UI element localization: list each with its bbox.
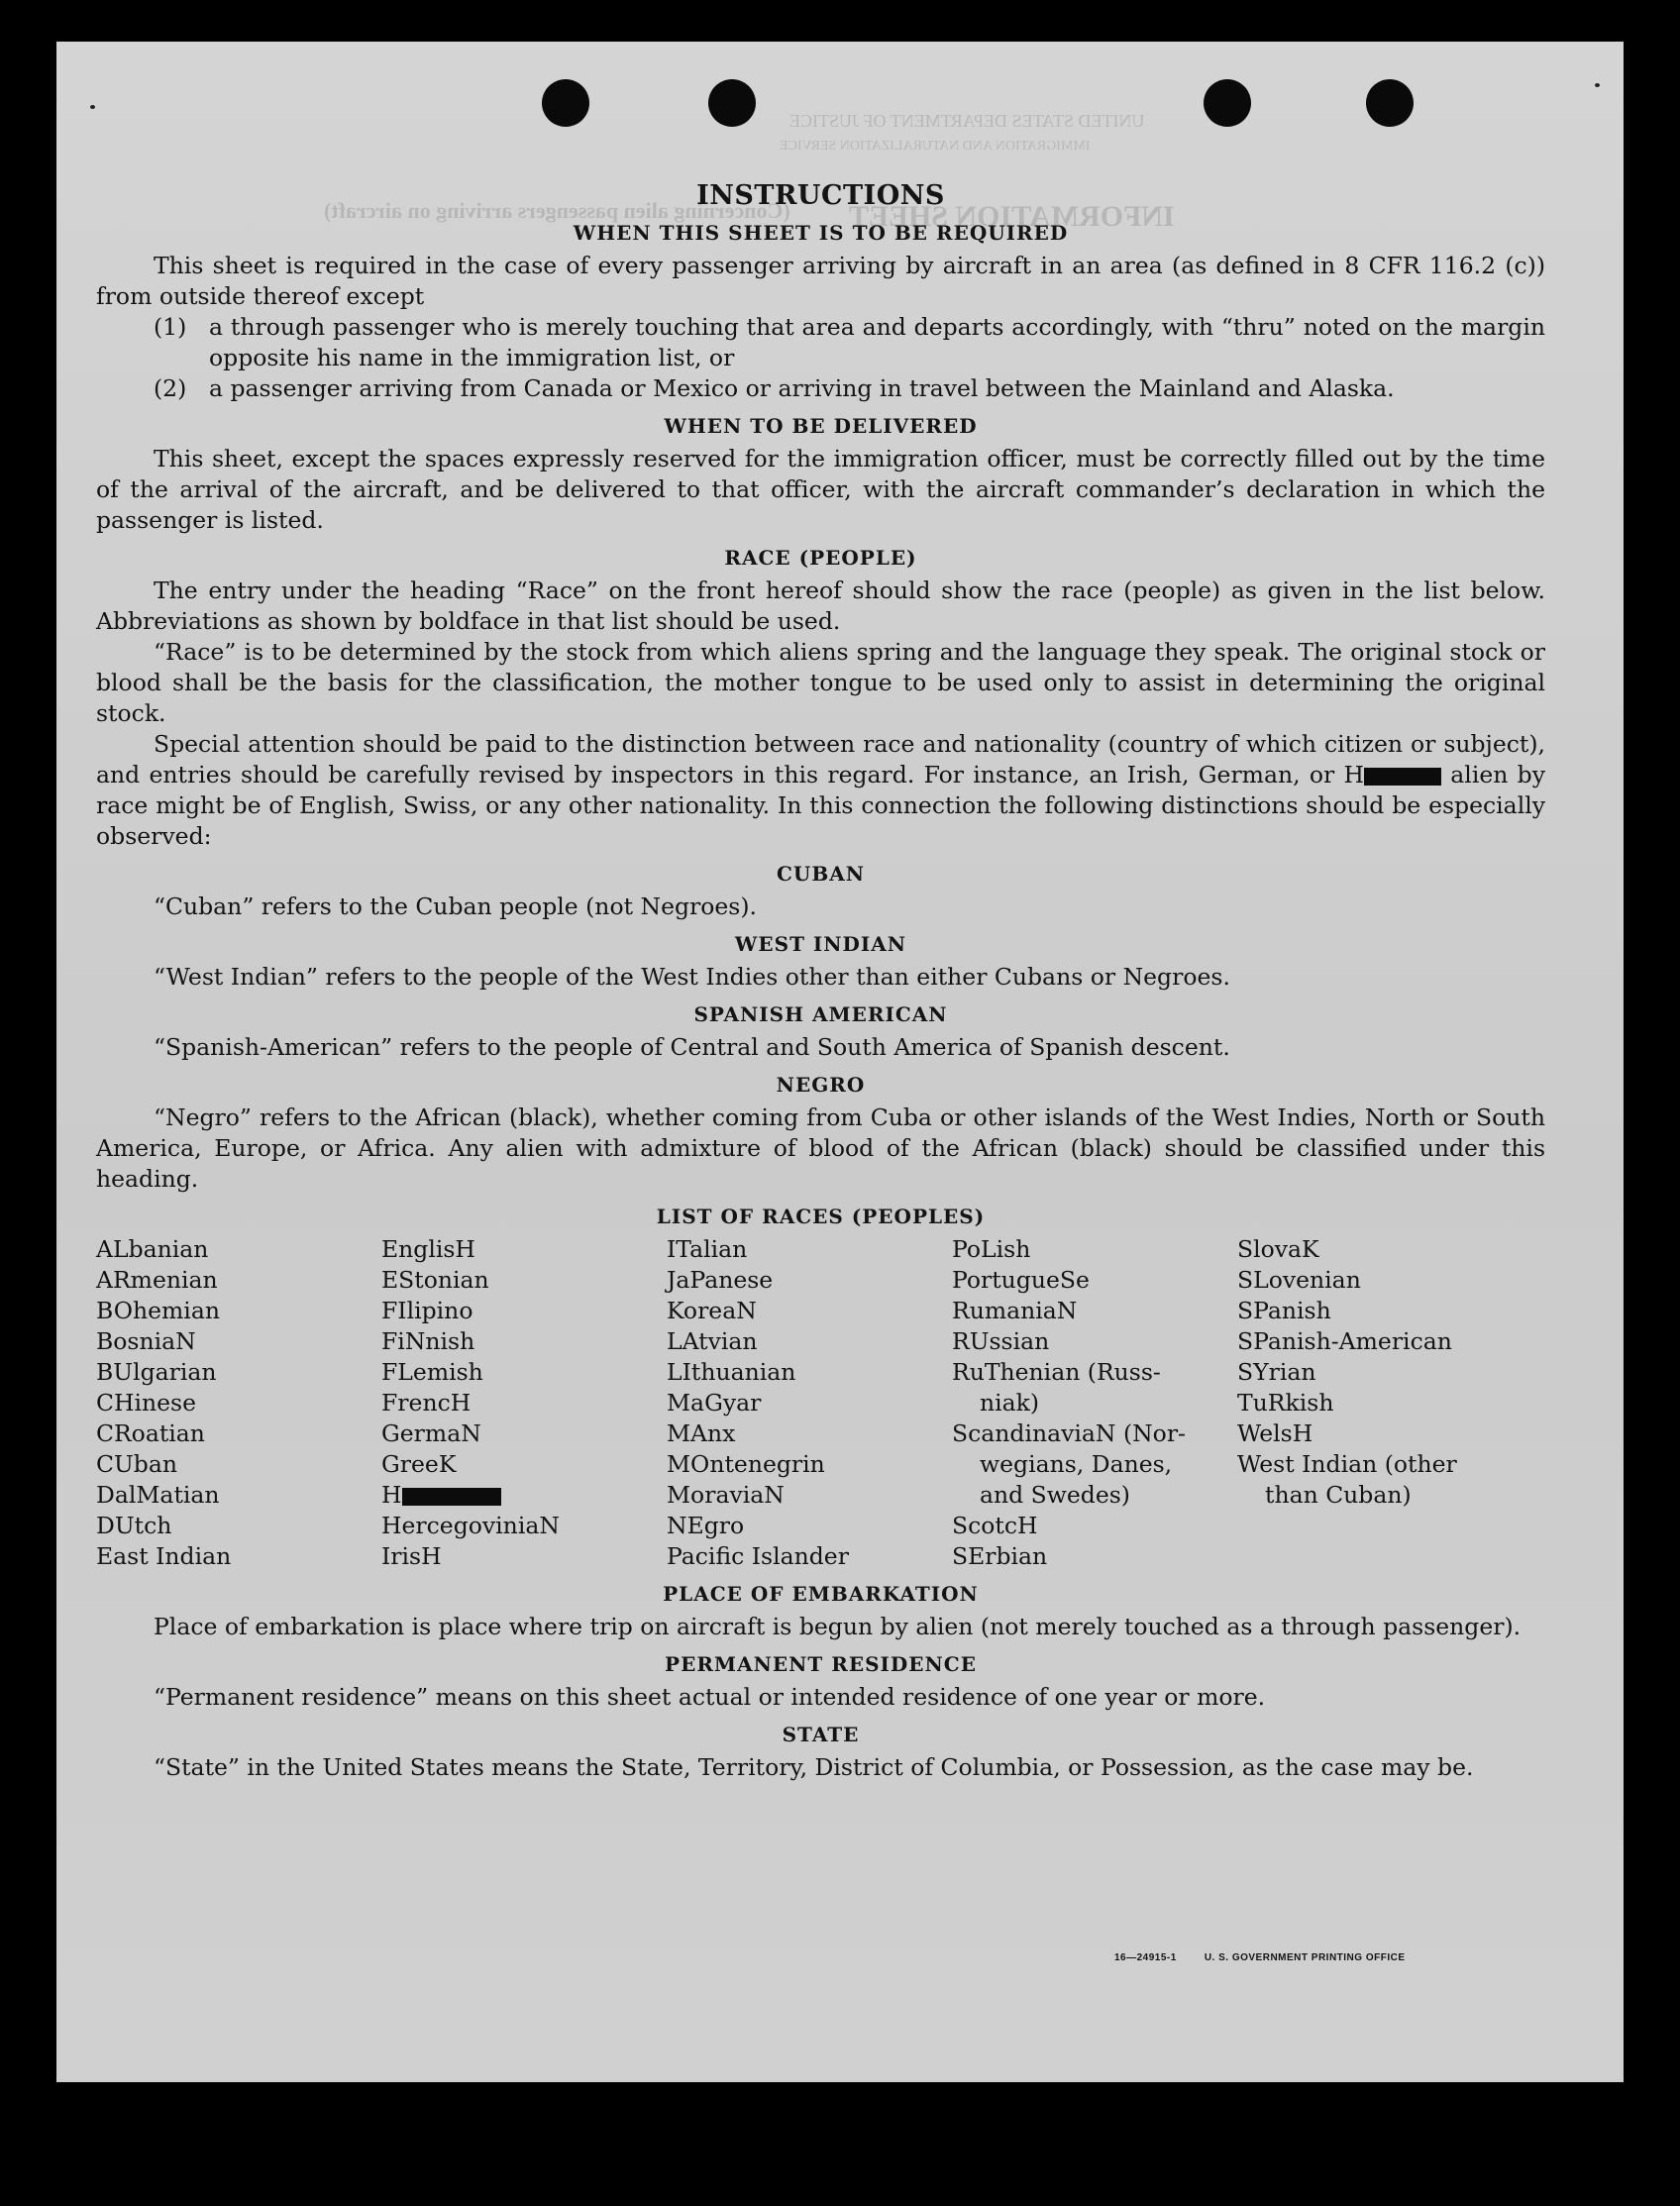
item-number: (1): [154, 313, 187, 341]
race-column-2: [381, 1234, 667, 1572]
race-item: RumaniaN: [952, 1297, 1078, 1324]
document-sheet: [56, 42, 1624, 2082]
paragraph-text: alien by race might be of English, Swiss, or any other nationality. In this connection the following distinctions should be especially observed:: [96, 761, 1545, 850]
race-item: BOhemian: [96, 1297, 220, 1324]
race-item: EnglisH: [381, 1235, 475, 1263]
race-item-continuation: than Cuban): [1265, 1481, 1412, 1509]
race-item: CUban: [96, 1450, 177, 1478]
bleed-through-text: UNITED STATES DEPARTMENT OF JUSTICE: [789, 111, 1145, 131]
numbered-item: [96, 373, 1545, 404]
redacted-word-initial: H: [1343, 761, 1365, 788]
paragraph: “State” in the United States means the State, Territory, District of Columbia, or Possession, as the case may be.: [154, 1753, 1474, 1781]
race-item-continuation: and Swedes): [980, 1481, 1130, 1509]
paragraph: “Permanent residence” means on this sheet actual or intended residence of one year or more.: [154, 1683, 1266, 1711]
race-item: DUtch: [96, 1512, 172, 1539]
race-item: RUssian: [952, 1327, 1050, 1355]
paragraph: The entry under the heading “Race” on the front hereof should show the race (people) as given in the list below. Abbreviations as shown by boldface in that list should be used.: [96, 577, 1545, 635]
paragraph: This sheet, except the spaces expressly reserved for the immigration officer, must be correctly filled out by the time of the arrival of the aircraft, and be delivered to that officer, with the aircraft commander’s declaration in which the passenger is listed.: [96, 445, 1545, 534]
race-item-continuation: wegians, Danes,: [980, 1450, 1173, 1478]
race-item: GreeK: [381, 1450, 457, 1478]
race-item: GermaN: [381, 1419, 481, 1447]
race-item: FIlipino: [381, 1297, 473, 1324]
section-heading: NEGRO: [776, 1073, 866, 1097]
instructions-content: [96, 180, 1545, 1783]
race-item: SYrian: [1237, 1358, 1316, 1386]
punch-hole: [1366, 79, 1414, 127]
race-item: JaPanese: [667, 1266, 774, 1294]
race-item: PortugueSe: [952, 1266, 1090, 1294]
section-heading: PLACE OF EMBARKATION: [663, 1582, 979, 1606]
race-item: ALbanian: [96, 1235, 209, 1263]
section-heading: PERMANENT RESIDENCE: [665, 1652, 977, 1676]
race-list: [96, 1234, 1545, 1572]
race-item: LAtvian: [667, 1327, 758, 1355]
bleed-through-text: INFORMATION SHEET: [849, 200, 1175, 233]
redaction-bar: [402, 1488, 501, 1506]
paper-speck: [90, 105, 95, 109]
race-item: East Indian: [96, 1542, 232, 1570]
race-item-redacted: [381, 1480, 667, 1511]
section-heading: SPANISH AMERICAN: [693, 1002, 948, 1026]
page-title: INSTRUCTIONS: [696, 180, 945, 211]
paragraph: “West Indian” refers to the people of the West Indies other than either Cubans or Negroes.: [154, 963, 1230, 991]
race-item: ScandinaviaN (Nor-: [952, 1419, 1186, 1447]
numbered-item: [96, 312, 1545, 373]
race-item: SLovenian: [1237, 1266, 1361, 1294]
race-item: Pacific Islander: [667, 1542, 849, 1570]
race-item: CHinese: [96, 1389, 196, 1417]
race-item: MOntenegrin: [667, 1450, 825, 1478]
redaction-bar: [1364, 768, 1441, 786]
race-item: SPanish: [1237, 1297, 1331, 1324]
redacted-word-initial: H: [381, 1481, 402, 1509]
race-item: EStonian: [381, 1266, 489, 1294]
race-item: KoreaN: [667, 1297, 757, 1324]
paragraph: [96, 729, 1545, 852]
item-text: a passenger arriving from Canada or Mexico or arriving in travel between the Mainland and Alaska.: [209, 374, 1395, 402]
race-item: MaGyar: [667, 1389, 762, 1417]
race-item: FiNnish: [381, 1327, 475, 1355]
race-item: West Indian (other: [1237, 1450, 1457, 1478]
paragraph: Place of embarkation is place where trip on aircraft is begun by alien (not merely touched as a through passenger).: [154, 1613, 1522, 1640]
paragraph: “Spanish-American” refers to the people of Central and South America of Spanish descent.: [154, 1033, 1230, 1061]
race-item: IrisH: [381, 1542, 442, 1570]
section-heading: LIST OF RACES (PEOPLES): [656, 1205, 986, 1228]
race-column-4: [952, 1234, 1237, 1572]
race-item: NEgro: [667, 1512, 745, 1539]
section-heading: STATE: [782, 1723, 860, 1746]
printer-name: U. S. GOVERNMENT PRINTING OFFICE: [1204, 1952, 1406, 1963]
race-column-3: [667, 1234, 952, 1572]
race-column-5: [1237, 1234, 1522, 1572]
form-number: 16—24915-1: [1114, 1952, 1177, 1963]
punch-hole: [708, 79, 756, 127]
race-item: TuRkish: [1237, 1389, 1334, 1417]
section-heading: WHEN THIS SHEET IS TO BE REQUIRED: [573, 221, 1069, 245]
race-item-continuation: niak): [980, 1389, 1040, 1417]
race-item: MoraviaN: [667, 1481, 785, 1509]
bleed-through-text: (Concerning alien passengers arriving on aircraft): [324, 198, 790, 223]
race-item: HercegoviniaN: [381, 1512, 560, 1539]
paragraph: “Race” is to be determined by the stock from which aliens spring and the language they speak. The original stock or blood shall be the basis for the classification, the mother tongue to be used only to assist in determining the original stock.: [96, 638, 1545, 727]
paragraph: “Negro” refers to the African (black), whether coming from Cuba or other islands of the West Indies, North or South America, Europe, or Africa. Any alien with admixture of blood of the African (black) should be classified under this heading.: [96, 1103, 1545, 1193]
race-item: BosniaN: [96, 1327, 196, 1355]
paragraph: This sheet is required in the case of every passenger arriving by aircraft in an area (as defined in 8 CFR 116.2 (c)) from outside thereof except: [96, 252, 1545, 310]
section-heading: RACE (PEOPLE): [724, 546, 917, 570]
race-item: SErbian: [952, 1542, 1048, 1570]
section-heading: CUBAN: [776, 862, 866, 886]
race-item: ITalian: [667, 1235, 748, 1263]
race-item: SPanish-American: [1237, 1327, 1452, 1355]
race-item: RuThenian (Russ-: [952, 1358, 1161, 1386]
race-item: WelsH: [1237, 1419, 1313, 1447]
race-column-1: [96, 1234, 381, 1572]
race-item: FLemish: [381, 1358, 483, 1386]
section-heading: WHEN TO BE DELIVERED: [664, 414, 978, 438]
item-text: a through passenger who is merely touching that area and departs accordingly, with “thru” noted on the margin opposite his name in the immigration list, or: [209, 313, 1545, 371]
race-item: BUlgarian: [96, 1358, 217, 1386]
race-item: LIthuanian: [667, 1358, 796, 1386]
section-heading: WEST INDIAN: [734, 932, 907, 956]
item-number: (2): [154, 374, 187, 402]
paragraph: “Cuban” refers to the Cuban people (not Negroes).: [154, 893, 758, 920]
race-item: CRoatian: [96, 1419, 205, 1447]
race-item: FrencH: [381, 1389, 472, 1417]
race-item: PoLish: [952, 1235, 1031, 1263]
printer-imprint: [1114, 1952, 1406, 1963]
punch-hole: [1204, 79, 1251, 127]
race-item: ARmenian: [96, 1266, 218, 1294]
punch-hole: [542, 79, 589, 127]
race-item: MAnx: [667, 1419, 736, 1447]
bleed-through-text: IMMIGRATION AND NATURALIZATION SERVICE: [780, 139, 1091, 154]
paragraph-text: Special attention should be paid to the distinction between race and nationality (country of which citizen or subject), and entries should be carefully revised by inspectors in this regard. For instance, an Irish, German, or: [96, 730, 1545, 788]
race-item: DalMatian: [96, 1481, 220, 1509]
race-item: SlovaK: [1237, 1235, 1319, 1263]
race-item: ScotcH: [952, 1512, 1038, 1539]
paper-speck: [1595, 83, 1600, 87]
